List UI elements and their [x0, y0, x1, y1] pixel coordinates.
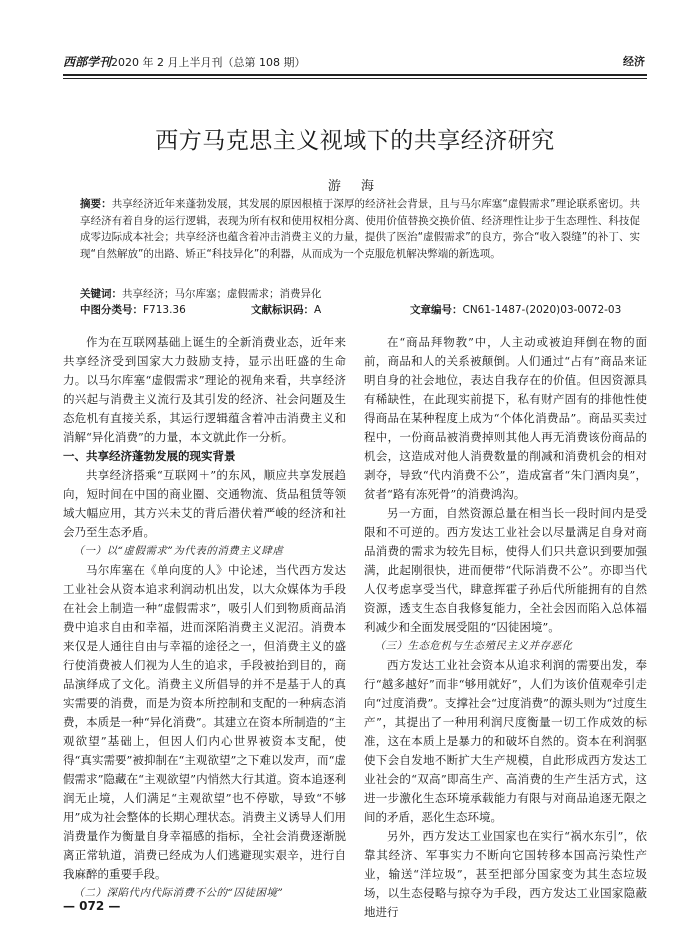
clc-label: 中图分类号： — [80, 304, 143, 316]
abstract-label: 摘要： — [80, 198, 112, 210]
abstract-text: 共享经济近年来蓬勃发展，其发展的原因根植于深厚的经济社会背景，且与马尔库塞“虚假需求”理论联系密切。共享经济有着自身的运行逻辑，表现为所有权和使用权相分离、使用价值替换交换价值、经济理性让步于生态理性、科技促成零边际成本社会；共享经济也蕴含着冲击消费主义的力量，提供了医治“虚假需求”的良方，弥合“收入裂缝”的补丁、实现“自然解放”的出路、矫正“科技异化”的利器，从而成为一个克服危机解决弊端的新选项。 — [80, 198, 640, 260]
page-number: — 072 — — [63, 899, 121, 913]
section-label: 经济 — [623, 55, 645, 68]
clc-number — [80, 302, 186, 318]
article-author: 游 海 — [327, 179, 383, 194]
paragraph: 西方发达工业社会资本从追求利润的需要出发，奉行“越多越好”而非“够用就好”，人们为该价值观牵引走向“过度消费”。支撑社会“过度消费”的源头则为“过度生产”，其提出了一种用利润尺度衡量一切工作成效的标准，这在本质上是暴力的和破坏自然的。资本在利润驱使下会自发地不断扩大生产规模，自此形成西方发达工业社会的“双高”即高生产、高消费的生产生活方式，这进一步激化生态环境承载能力有限与对商品追逐无限之间的矛盾，恶化生态环境。 — [364, 658, 647, 824]
document-code — [251, 302, 321, 318]
running-header — [63, 52, 647, 72]
paragraph: 作为在互联网基础上诞生的全新消费业态，近年来共享经济受到国家大力鼓励支持，显示出旺盛的生命力。以马尔库塞“虚假需求”理论的视角来看，共享经济的兴起与消费主义流行及其引发的经济、社会问题及生态危机有直接关系，其运行逻辑蕴含着冲击消费主义和消解“异化消费”的力量，本文就此作一分析。 — [63, 335, 346, 444]
clc-value: F713.36 — [143, 304, 186, 316]
paragraph: 马尔库塞在《单向度的人》中论述，当代西方发达工业社会从资本追求利润动机出发，以大众媒体为手段在社会上制造一种“虚假需求”，吸引人们到物质商品消费中追求自由和幸福，进而深陷消费主义泥沼。消费本来仅是人通往自由与幸福的途径之一，但消费主义的盛行使消费被人们视为人生的追求，手段被抬到目的，商品演绎成了文化。消费主义所倡导的并不是基于人的真实需要的消费，而是为资本所控制和支配的一种病态消费，本质是一种“异化消费”。其建立在资本所制造的“主观欲望”基础上，但因人们内心世界被资本支配，使得“真实需要”被抑制在“主观欲望”之下难以发声，而“虚假需求”隐藏在“主观欲望”内悄然大行其道。资本追逐利润无止境，人们满足“主观欲望”也不停歇，导致“不够用”成为社会整体的长期心理状态。消费主义诱导人们用消费量作为衡量自身幸福感的指标，全社会消费逐渐脱离正常轨道，消费已经成为人们逃避现实艰辛，进行自我麻醉的重要手段。 — [63, 563, 346, 881]
header-rule-thin — [63, 78, 647, 79]
issue-info: 2020 年 2 月上半月刊（总第 108 期） — [111, 56, 306, 69]
header-rule-thick — [63, 74, 647, 76]
paragraph: 共享经济搭乘“互联网＋”的东风，顺应共享发展趋向，短时间在中国的商业圈、交通物流、货品租赁等领域大幅应用，其方兴未艾的背后潜伏着严峻的经济和社会乃至生态矛盾。 — [63, 468, 346, 539]
article-no-label: 文章编号： — [410, 304, 463, 316]
body-column-right — [364, 333, 647, 922]
keywords-text: 共享经济；马尔库塞；虚假需求；消费异化 — [122, 288, 322, 300]
subsection-heading: （三）生态危机与生态殖民主义并存恶化 — [374, 640, 573, 652]
doc-code-value: A — [314, 304, 322, 316]
body-column-left — [63, 333, 346, 903]
header-left — [63, 52, 306, 73]
abstract — [80, 196, 640, 262]
article-number — [410, 302, 621, 318]
keywords-label: 关键词： — [80, 288, 122, 300]
subsection-heading: （一）以“虚假需求”为代表的消费主义肆虐 — [73, 545, 284, 557]
article-meta — [80, 302, 640, 318]
article-no-value: CN61-1487-(2020)03-0072-03 — [462, 304, 622, 316]
paragraph: 另外，西方发达工业国家也在实行“祸水东引”，依靠其经济、军事实力不断向它国转移本国高污染性产业，输送“洋垃圾”，甚至把部分国家变为其生态垃圾场，以生态侵略与掠夺为手段，西方发达工业国家隐蔽地进行 — [364, 829, 647, 919]
paragraph: 在“商品拜物教”中，人主动或被迫拜倒在物的面前，商品和人的关系被颠倒。人们通过“占有”商品来证明自身的社会地位，表达自我存在的价值。但因资源具有稀缺性，在此现实前提下，私有财产固有的排他性使得商品在某种程度上成为“个体化消费品”。商品买卖过程中，一份商品被消费掉则其他人再无消费该份商品的机会，这造成对他人消费数量的削减和消费机会的相对剥夺，导致“代内消费不公”，造成富者“朱门酒肉臭”，贫者“路有冻死骨”的消费鸿沟。 — [364, 335, 647, 501]
journal-name: 西部学刊 — [63, 55, 112, 69]
subsection-heading: （二）深陷代内代际消费不公的“囚徒困境” — [73, 887, 284, 899]
section-heading: 一、共享经济蓬勃发展的现实背景 — [63, 449, 236, 463]
keywords — [80, 286, 640, 302]
article-title: 西方马克思主义视域下的共享经济研究 — [155, 128, 555, 154]
paragraph: 另一方面，自然资源总量在相当长一段时间内是受限和不可逆的。西方发达工业社会以尽量满足自身对商品消费的需求为较先目标，使得人们只共意识到要加强满，此起刚很快，进而便带“代际消费不公”。亦即当代人仅考虑享受当代，肆意挥霍子孙后代所能拥有的自然资源，透支生态自我修复能力，全社会因而陷入总体福利减少和全面发展受阻的“囚徒困境”。 — [364, 506, 647, 634]
doc-code-label: 文献标识码： — [251, 304, 314, 316]
